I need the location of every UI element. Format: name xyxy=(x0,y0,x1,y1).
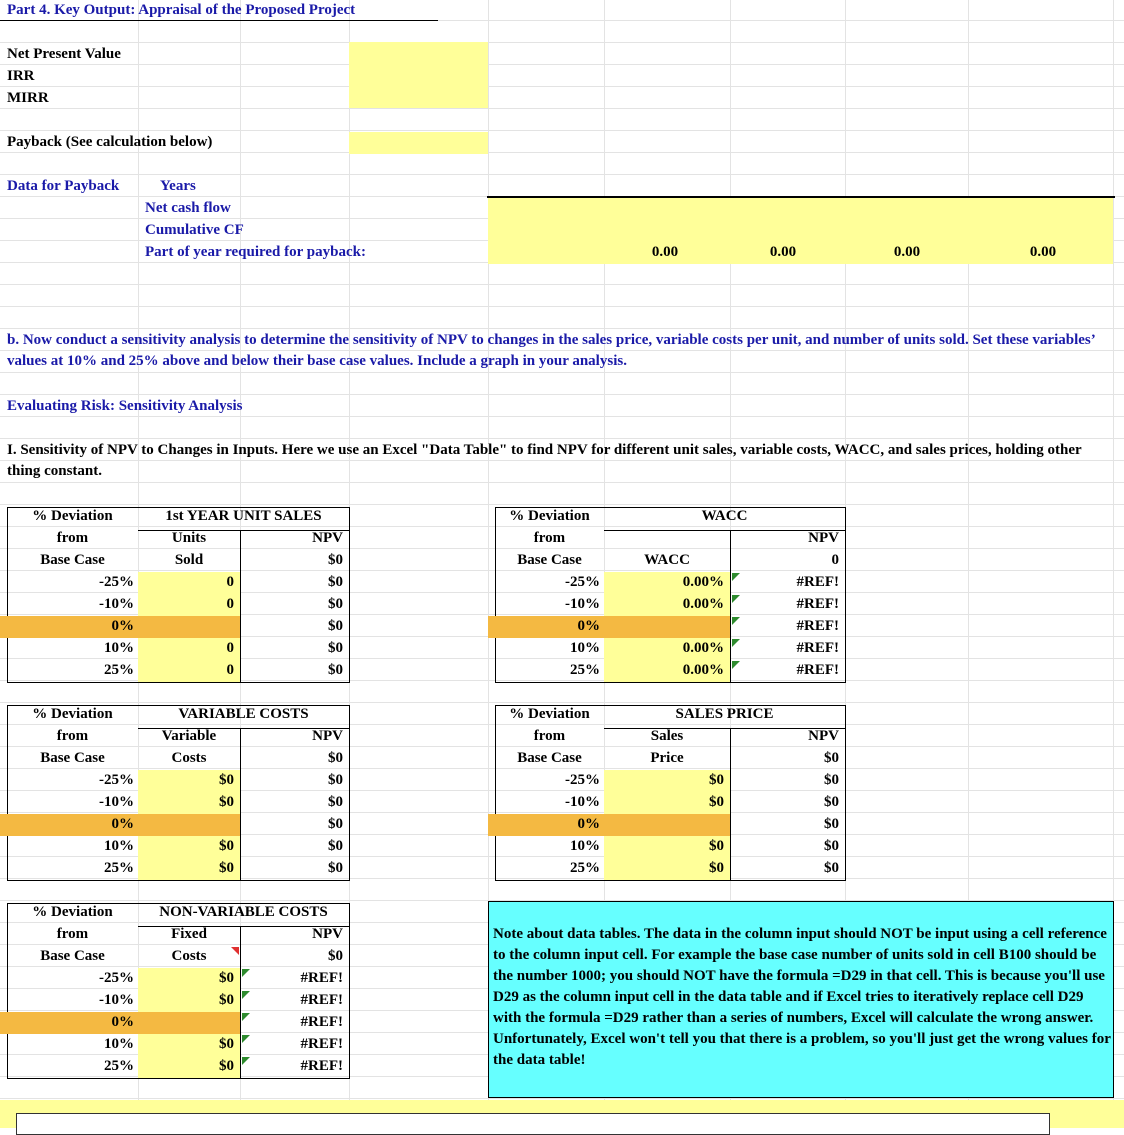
key-output-input-cells[interactable] xyxy=(349,42,488,108)
deviation-value: 10% xyxy=(104,838,134,854)
deviation-value: 25% xyxy=(570,860,600,876)
grid-row-line xyxy=(0,504,1124,505)
error-indicator-icon xyxy=(732,617,740,625)
input-value: 0 xyxy=(226,596,234,612)
input-value: $0 xyxy=(219,992,234,1008)
deviation-value: 0% xyxy=(577,816,600,832)
deviation-value: -25% xyxy=(99,772,134,788)
deviation-header: % Deviation xyxy=(32,706,113,722)
deviation-value: 10% xyxy=(570,640,600,656)
deviation-value: -25% xyxy=(99,574,134,590)
error-indicator-icon xyxy=(242,1013,250,1021)
years-label: Years xyxy=(160,178,196,194)
npv-base-value: $0 xyxy=(328,552,343,568)
deviation-value: 0% xyxy=(577,618,600,634)
table-right-border xyxy=(349,507,350,683)
npv-value: $0 xyxy=(328,838,343,854)
grid-row-line xyxy=(0,438,1124,439)
grid-row-line xyxy=(0,86,1124,87)
npv-value: #REF! xyxy=(300,1058,343,1074)
grid-row-line xyxy=(0,724,1124,725)
table-bottom-border xyxy=(495,880,845,881)
npv-value: #REF! xyxy=(300,970,343,986)
npv-value: $0 xyxy=(824,772,839,788)
net-cash-flow-label: Net cash flow xyxy=(145,200,231,216)
irr-label: IRR xyxy=(7,68,35,84)
error-indicator-icon xyxy=(732,595,740,603)
input-column-label: WACC xyxy=(644,552,690,568)
error-indicator-icon xyxy=(732,661,740,669)
grid-row-line xyxy=(0,64,1124,65)
npv-column-label: NPV xyxy=(808,728,839,744)
error-indicator-icon xyxy=(242,969,250,977)
deviation-value: 10% xyxy=(104,1036,134,1052)
input-value: $0 xyxy=(219,970,234,986)
input-value: 0.00% xyxy=(682,662,724,678)
input-value: $0 xyxy=(219,860,234,876)
grid-row-line xyxy=(0,306,1124,307)
answer-textbox[interactable] xyxy=(16,1113,1050,1135)
deviation-header: % Deviation xyxy=(509,508,590,524)
npv-value: $0 xyxy=(328,596,343,612)
npv-value: $0 xyxy=(328,662,343,678)
part-year-value: 0.00 xyxy=(893,244,921,260)
input-value: 0.00% xyxy=(682,574,724,590)
npv-value: $0 xyxy=(328,860,343,876)
npv-value: $0 xyxy=(328,794,343,810)
npv-label: Net Present Value xyxy=(7,46,121,62)
npv-value: $0 xyxy=(824,794,839,810)
error-indicator-icon xyxy=(242,1035,250,1043)
input-value: $0 xyxy=(219,794,234,810)
table-right-border xyxy=(845,705,846,881)
npv-column-label: NPV xyxy=(312,530,343,546)
deviation-header: % Deviation xyxy=(32,508,113,524)
input-value: $0 xyxy=(219,1036,234,1052)
mirr-label: MIRR xyxy=(7,90,49,106)
deviation-value: 25% xyxy=(104,1058,134,1074)
grid-row-line xyxy=(0,526,1124,527)
part-year-label: Part of year required for payback: xyxy=(145,244,366,260)
deviation-value: 25% xyxy=(104,860,134,876)
table-title: 1st YEAR UNIT SALES xyxy=(165,508,322,524)
deviation-header: Base Case xyxy=(40,948,105,964)
grid-row-line xyxy=(0,152,1124,153)
input-value: $0 xyxy=(219,1058,234,1074)
input-value: $0 xyxy=(709,772,724,788)
npv-value: $0 xyxy=(824,838,839,854)
cumulative-cf-label: Cumulative CF xyxy=(145,222,244,238)
table-bottom-border xyxy=(495,682,845,683)
error-indicator-icon xyxy=(732,639,740,647)
grid-row-line xyxy=(0,108,1124,109)
deviation-value: -10% xyxy=(99,794,134,810)
deviation-header: % Deviation xyxy=(32,904,113,920)
deviation-header: from xyxy=(56,728,89,744)
table-right-border xyxy=(349,903,350,1079)
payback-label: Payback (See calculation below) xyxy=(7,134,213,150)
grid-row-line xyxy=(0,768,1124,769)
deviation-value: -10% xyxy=(99,596,134,612)
npv-value: $0 xyxy=(824,816,839,832)
deviation-value: -25% xyxy=(565,772,600,788)
grid-row-line xyxy=(0,372,1124,373)
input-value: $0 xyxy=(219,838,234,854)
table-title: NON-VARIABLE COSTS xyxy=(159,904,328,920)
deviation-header: from xyxy=(533,728,566,744)
grid-row-line xyxy=(0,482,1124,483)
deviation-header: Base Case xyxy=(40,750,105,766)
npv-base-value: $0 xyxy=(328,948,343,964)
npv-value: #REF! xyxy=(300,992,343,1008)
deviation-value: 0% xyxy=(111,816,134,832)
npv-value: $0 xyxy=(328,772,343,788)
error-indicator-icon xyxy=(732,573,740,581)
grid-row-line xyxy=(0,702,1124,703)
input-value: 0 xyxy=(226,640,234,656)
npv-value: $0 xyxy=(328,816,343,832)
table-right-border xyxy=(845,507,846,683)
input-column-label: Variable xyxy=(161,728,217,744)
deviation-value: -10% xyxy=(565,794,600,810)
payback-input-cell[interactable] xyxy=(349,132,488,154)
table-bottom-border xyxy=(7,682,349,683)
part4-title: Part 4. Key Output: Appraisal of the Proposed Project xyxy=(7,2,356,18)
input-value: $0 xyxy=(219,772,234,788)
npv-base-value: 0 xyxy=(831,552,839,568)
npv-value: $0 xyxy=(824,860,839,876)
payback-data-title: Data for Payback xyxy=(7,178,120,194)
npv-value: $0 xyxy=(328,618,343,634)
table-bottom-border xyxy=(7,880,349,881)
input-column-label: Fixed xyxy=(171,926,207,942)
npv-value: $0 xyxy=(328,640,343,656)
error-indicator-icon xyxy=(242,1057,250,1065)
npv-column-label: NPV xyxy=(312,926,343,942)
deviation-value: 10% xyxy=(570,838,600,854)
input-value: $0 xyxy=(709,794,724,810)
table-bottom-border xyxy=(7,1078,349,1079)
question-b-text: b. Now conduct a sensitivity analysis to determine the sensitivity of NPV to changes in the sales price, variable costs per unit, and number of units sold. Set these variables’ values at 10% and 25% above and below their base case values. Include a graph in your analysis. xyxy=(7,332,1095,369)
input-column-label: Sales xyxy=(650,728,684,744)
npv-value: #REF! xyxy=(796,662,839,678)
deviation-value: 25% xyxy=(104,662,134,678)
npv-value: $0 xyxy=(328,574,343,590)
table-right-border xyxy=(349,705,350,881)
input-column-label: Sold xyxy=(174,552,204,568)
deviation-value: -25% xyxy=(99,970,134,986)
npv-value: #REF! xyxy=(796,596,839,612)
error-indicator-icon xyxy=(242,991,250,999)
title-underline xyxy=(0,20,438,21)
comment-indicator-icon xyxy=(231,947,239,955)
npv-base-value: $0 xyxy=(328,750,343,766)
npv-value: #REF! xyxy=(300,1014,343,1030)
deviation-value: -25% xyxy=(565,574,600,590)
deviation-header: Base Case xyxy=(517,750,582,766)
grid-row-line xyxy=(0,548,1124,549)
grid-row-line xyxy=(0,394,1124,395)
input-column-label: Costs xyxy=(171,948,207,964)
grid-row-line xyxy=(0,1098,1124,1099)
part-year-value: 0.00 xyxy=(769,244,797,260)
grid-row-line xyxy=(0,746,1124,747)
data-table-note: Note about data tables. The data in the column input should NOT be input using a cell reference to the column input cell. For example the base case number of units sold in cell B100 should be the number 1000; you should NOT have the formula =D29 in that cell. This is because you'll use D29 as the column input cell in the data table and if Excel tries to iteratively replace cell D29 with the formula =D29 rather than a series of numbers, Excel will calculate the wrong answer. Unfortunately, Excel won't tell you that there is a problem, so you'll just get the wrong values for the data table! xyxy=(493,926,1111,1068)
npv-base-value: $0 xyxy=(824,750,839,766)
input-column-label: Units xyxy=(171,530,207,546)
npv-value: #REF! xyxy=(796,618,839,634)
section-1-text: I. Sensitivity of NPV to Changes in Inputs. Here we use an Excel "Data Table" to find NPV for different unit sales, variable costs, WACC, and sales prices, holding other thing constant. xyxy=(7,442,1082,479)
table-title: SALES PRICE xyxy=(675,706,774,722)
grid-row-line xyxy=(0,328,1124,329)
input-column-label: Costs xyxy=(171,750,207,766)
input-value: 0.00% xyxy=(682,640,724,656)
deviation-value: 10% xyxy=(104,640,134,656)
input-value: 0.00% xyxy=(682,596,724,612)
grid-row-line xyxy=(0,130,1124,131)
grid-row-line xyxy=(0,570,1124,571)
deviation-header: Base Case xyxy=(40,552,105,568)
deviation-value: -10% xyxy=(565,596,600,612)
grid-row-line xyxy=(0,284,1124,285)
grid-row-line xyxy=(0,42,1124,43)
deviation-value: 0% xyxy=(111,1014,134,1030)
table-title: VARIABLE COSTS xyxy=(178,706,309,722)
deviation-value: 25% xyxy=(570,662,600,678)
part-year-value: 0.00 xyxy=(1029,244,1057,260)
risk-title: Evaluating Risk: Sensitivity Analysis xyxy=(7,398,243,414)
npv-value: #REF! xyxy=(796,640,839,656)
deviation-value: -10% xyxy=(99,992,134,1008)
deviation-header: Base Case xyxy=(517,552,582,568)
npv-value: #REF! xyxy=(796,574,839,590)
input-column-label: Price xyxy=(650,750,684,766)
input-value: 0 xyxy=(226,574,234,590)
input-value: $0 xyxy=(709,838,724,854)
npv-value: #REF! xyxy=(300,1036,343,1052)
input-value: 0 xyxy=(226,662,234,678)
input-value: $0 xyxy=(709,860,724,876)
grid-row-line xyxy=(0,416,1124,417)
deviation-header: from xyxy=(56,926,89,942)
deviation-header: from xyxy=(533,530,566,546)
npv-column-label: NPV xyxy=(312,728,343,744)
deviation-header: from xyxy=(56,530,89,546)
part-year-value: 0.00 xyxy=(651,244,679,260)
npv-column-label: NPV xyxy=(808,530,839,546)
grid-row-line xyxy=(0,174,1124,175)
deviation-header: % Deviation xyxy=(509,706,590,722)
deviation-value: 0% xyxy=(111,618,134,634)
table-title: WACC xyxy=(701,508,748,524)
